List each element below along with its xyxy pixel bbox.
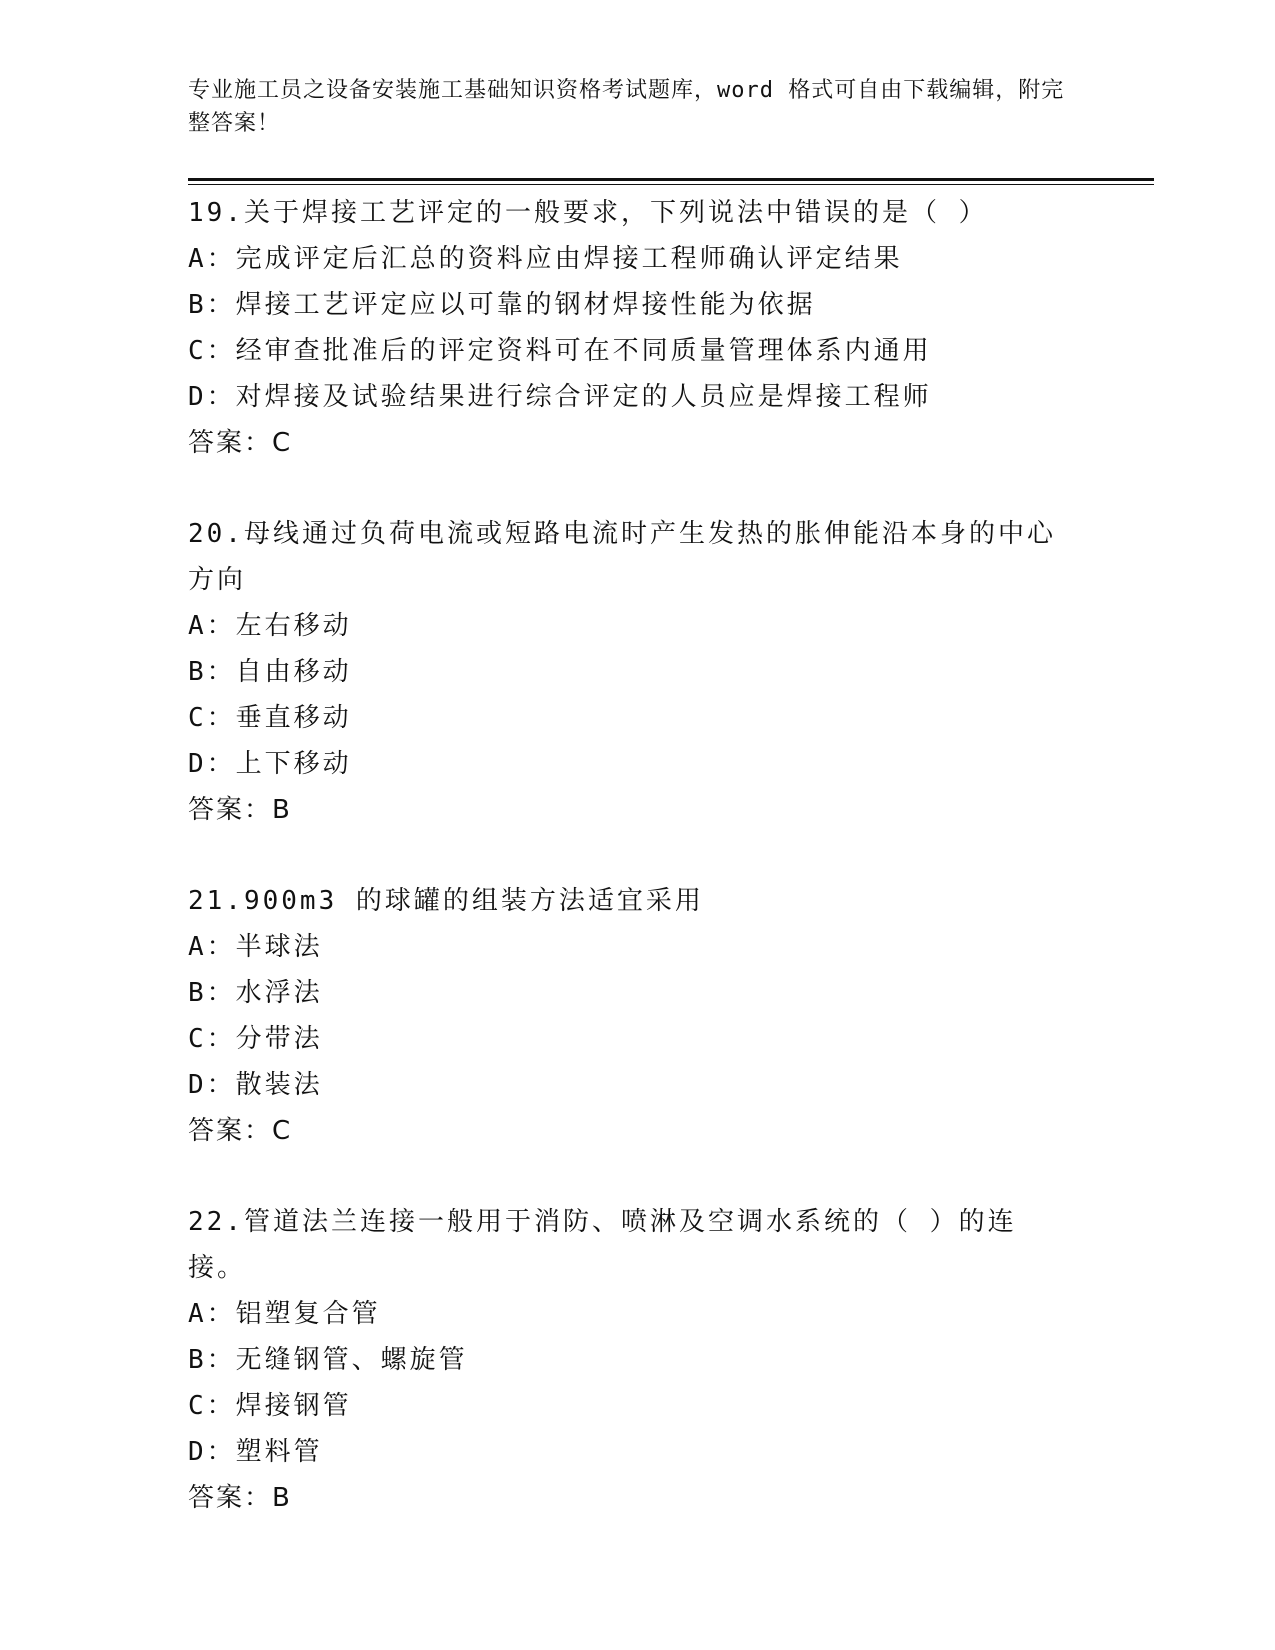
question-stem: 22.管道法兰连接一般用于消防、喷淋及空调水系统的（ ）的连接。 bbox=[188, 1207, 1017, 1283]
question-20 bbox=[188, 511, 1088, 833]
question-21 bbox=[188, 878, 1088, 1154]
option-d: D：塑料管 bbox=[188, 1437, 323, 1467]
option-b: B：焊接工艺评定应以可靠的钢材焊接性能为依据 bbox=[188, 290, 816, 320]
option-c: C：经审查批准后的评定资料可在不同质量管理体系内通用 bbox=[188, 336, 932, 366]
option-b: B：无缝钢管、螺旋管 bbox=[188, 1345, 468, 1375]
header-divider-thick bbox=[188, 178, 1154, 181]
question-stem: 21.900m3 的球罐的组装方法适宜采用 bbox=[188, 886, 704, 916]
question-stem: 20.母线通过负荷电流或短路电流时产生发热的胀伸能沿本身的中心方向 bbox=[188, 519, 1056, 595]
option-d: D：上下移动 bbox=[188, 749, 352, 779]
option-a: A：左右移动 bbox=[188, 611, 352, 641]
option-b: B：自由移动 bbox=[188, 657, 352, 687]
option-c: C：焊接钢管 bbox=[188, 1391, 352, 1421]
question-22 bbox=[188, 1199, 1088, 1521]
option-d: D：散装法 bbox=[188, 1070, 323, 1100]
answer: 答案：C bbox=[188, 428, 293, 458]
question-list bbox=[188, 190, 1088, 1566]
option-a: A：铝塑复合管 bbox=[188, 1299, 381, 1329]
document-header: 专业施工员之设备安装施工基础知识资格考试题库，word 格式可自由下载编辑，附完整答案！ bbox=[188, 78, 1065, 136]
option-c: C：分带法 bbox=[188, 1024, 323, 1054]
answer: 答案：B bbox=[188, 795, 292, 825]
option-c: C：垂直移动 bbox=[188, 703, 352, 733]
answer: 答案：B bbox=[188, 1483, 292, 1513]
option-b: B：水浮法 bbox=[188, 978, 323, 1008]
header-divider-thin bbox=[188, 184, 1154, 185]
option-a: A：完成评定后汇总的资料应由焊接工程师确认评定结果 bbox=[188, 244, 903, 274]
option-a: A：半球法 bbox=[188, 932, 323, 962]
question-19 bbox=[188, 190, 1088, 466]
answer: 答案：C bbox=[188, 1116, 293, 1146]
question-stem: 19.关于焊接工艺评定的一般要求，下列说法中错误的是（ ） bbox=[188, 198, 988, 228]
option-d: D：对焊接及试验结果进行综合评定的人员应是焊接工程师 bbox=[188, 382, 932, 412]
